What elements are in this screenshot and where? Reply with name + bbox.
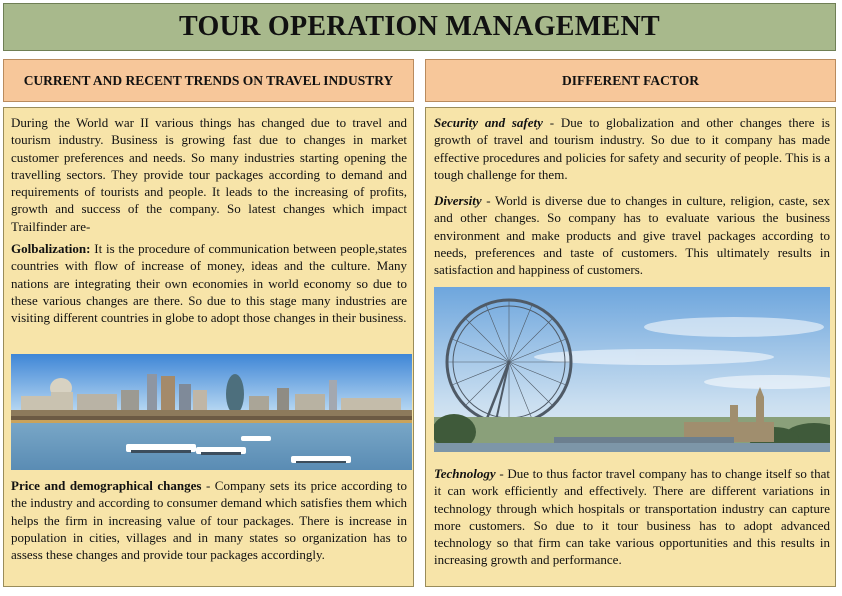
london-skyline-photo [11,354,412,470]
price-text: - Company sets its price according to the industry and according to consumer demand which satisfies them which helps the firm in increasing value of tour packages. There is increase in population in cities, villages and in many states so organization has to assess these changes and provide tour packages accordingly. [11,478,407,563]
right-column-heading: DIFFERENT FACTOR [425,59,836,102]
intro-paragraph: During the World war II various things has changed due to travel and tourism industry. Business is growing fast due to changes in market customer preferences and needs. So many industries starting opening the travelling sectors. They provide tour packages according to demand and requirements of tourists and people. It leads to the increasing of profits, growth and success of the company. So latest changes which impact Trailfinder are- [11,115,407,234]
price-paragraph [11,477,407,563]
diversity-text: - World is diverse due to changes in culture, religion, caste, sex and other changes. So company has to evaluate various the business environment and make products and give travel packages according to needs, preferences and taste of customers. This ultimately results in satisfaction and happiness of customers. [434,193,830,278]
globalization-paragraph [11,240,407,326]
technology-paragraph [434,465,830,569]
security-paragraph [434,114,830,183]
left-panel [3,107,414,587]
diversity-title: Diversity [434,193,482,208]
london-eye-photo [434,287,830,452]
right-panel [425,107,836,587]
technology-text: - Due to thus factor travel company has to change itself so that it can work efficiently and effectively. There are different variations in technology through which hospitals or transportation industry can capture more customers. So due to it tour business has to adopt advanced technology so that firm can take various opportunities and this results in increasing growth and performance. [434,466,830,568]
page-title: TOUR OPERATION MANAGEMENT [179,11,660,42]
globalization-text: It is the procedure of communication between people,states countries with flow of increase of money, ideas and the culture. Many nations are integrating their own economies in world economy so due to these various changes are there. So due to this stage many industries are visiting different countries in globe to adopt those changes in their business. [11,241,407,326]
left-column-heading: CURRENT AND RECENT TRENDS ON TRAVEL INDUSTRY [3,59,414,102]
technology-title: Technology [434,466,496,481]
security-title: Security and safety [434,115,543,130]
title-banner [3,3,836,51]
globalization-title: Golbalization: [11,241,91,256]
diversity-paragraph [434,192,830,278]
price-title: Price and demographical changes [11,478,202,493]
security-text: - Due to globalization and other changes there is growth of travel and tourism industry. So due to it company has made effective procedures and policies for safety and security of people. This is a tough challenge for them. [434,115,830,182]
